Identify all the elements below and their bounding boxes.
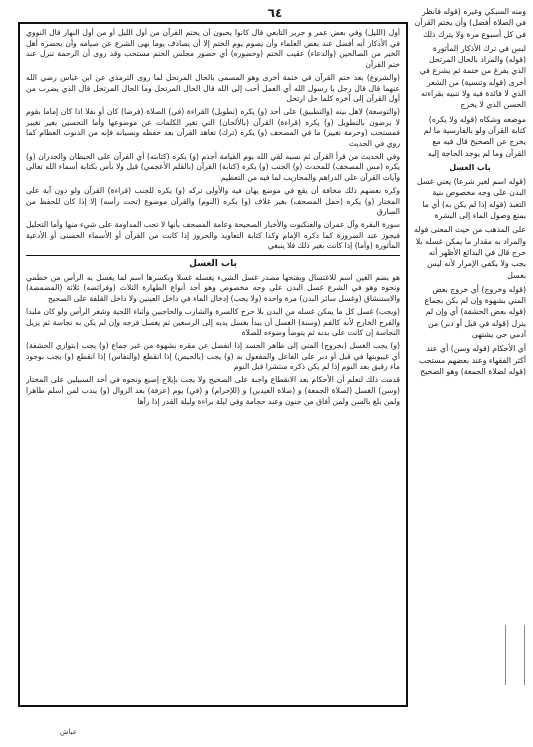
main-paragraph: (و) يجب الغسل (بخروج) المني إلى ظاهر الجسد إذا انفصل عن مقره بشهوة من غير جماع (و) يجب (بتواري الحشفة) أي غيبوبتها في قبل أو دبر على الفاعل والمفعول به (و) يجب (بالحيض) إذا انقطع (والنفاس) إذا انقطع (و) يجب بوجود ماء رقيق بعد النوم إذا لم يكن ذكره منتشرا قبل النوم [26, 340, 400, 372]
main-paragraph: وفي الحديث من قرأ القرآن ثم نسيه لقي الله يوم القيامة أجذم (و) يكره (كتابته) أي القرآن على الحيطان والجدران (و) يكره (مس المصحف) للمحدث (و) الجنب (و) يكره (كتابة) القرآن (بالقلم الأعجمي) قيل ولا بأس بكتابة أسماء الله تعالى وآيات القرآن على الدراهم والمحاريب لما فيه من التعظيم [26, 151, 400, 183]
main-paragraph: (والشروع) بعد ختم القرآن في ختمة أخرى وهو المسمى بالحال المرتحل لما روى الترمذي عن ابن عباس رضي الله عنهما قال قال رجل يا رسول الله أي العمل أحب إلى الله قال الحال المرتحل وما الحال المرتحل قال الذي يضرب من أول القرآن إلى آخره كلما حل ارتحل [26, 72, 400, 104]
side-paragraph: على المذهب من حيث المعنى قوله والمراد به مقدار ما يمكن غسله بلا حرج قال في البدائع الأظهر أنه يجب ولا يكفي الإمرار لأنه ليس بغسل [414, 225, 526, 280]
main-paragraph: أول (الليل) وفي بعض عمر و جرير التابعي قال كانوا يحبون أن يختم القرآن من أول الليل أو من أول النهار قال النووي في الأذكار أنه أفضل عند بعض العلماء وأن يصوم يوم الختم إلا أن يصادف يوما نهى الشرع عن صيامه وأن يحضره أهل الخير من الصالحين (والدعاء) عقيب الختم (وحضوره) أي حضور مجلس الختم مستحب وقد روى أن الرحمة تنزل عند ختم القرآن [26, 28, 400, 70]
side-paragraph: (قوله وخروج) أي خروج بعض المني بشهوة وإن لم يكن بجماع (قوله بعض الحشفة) أي وإن لم ينزل (قوله في قبل أو دبر) من آدمي حي يشتهى [424, 284, 526, 340]
page-number: ٦٤ [267, 6, 283, 20]
main-paragraph: هو بضم الغين اسم للاغتسال وبفتحها مصدر غسل الشيء يغسله غسلا وبكسرها اسم لما يغسل به الرأس من خطمي ونحوه وهو في الشرع غسل البدن على وجه مخصوص وهو أحد أنواع الطهارة الثلاث (وفرائضه) ثلاثة (المضمضة) والاستنشاق (وغسل سائر البدن) مرة واحدة (ولا يجب) إدخال الماء في داخل العينين ولا داخل القلفة على الصحيح [26, 272, 400, 304]
section-divider [26, 255, 400, 256]
main-paragraph: وكره بعضهم ذلك مخافة أن يقع في موضع يهان فيه والأولى تركه (و) يكره للجنب (قراءة) القرآن ولو دون آية على المختار (و) يكره (حمل المصحف) بغير غلاف (و) يكره (النوم) والقرآن موضوع (تحت رأسه) إلا إذا كان للحفظ من السارق [26, 185, 400, 217]
main-paragraph: سورة البقرة وآل عمران والعنكبوت والأخبار الصحيحة وعامة المصحف بأنها لا تحب المداومة على شيء منها وأما التحليل فيجوز عند الضرورة كما ذكره الإمام وكذا كتابة التعاويذ والحروز إذا كانت من القرآن أو الأسماء الحسنى أو الأدعية المأثورة (وأما) إذا كانت بغير ذلك فلا ينبغي [26, 219, 400, 251]
section-heading: باب الغسل [189, 259, 237, 270]
main-paragraph: (والتوسعة) لاهل بيته (والتطبيق) على أحد (و) يكره (تطويل) القراءة (في) الصلاة (فرضا) كان أو نفلا اذا كان إماما بقوم لا يرضون بالتطويل (و) يكره (قراءة) القرآن (بالألحان) التي تغير الكلمات عن موضوعها وأما التحسين بغير تغيير فمستحب (وحرمة تغيير) ما في المصحف (و) يكره (ترك) تعاهد القرآن بعد حفظه ونسيانه فإنه من الذنوب العظام كما روي في الحديث [26, 106, 400, 149]
main-paragraph: قدمت ذلك لتعلم أن الأحكام بعد الانقطاع واجبة على الصحيح ولا يجب بإيلاج إصبع ونحوه في أحد السبيلين على المختار (وسن) الغسل (لصلاة الجمعة) و (صلاة العيدين) و (للإحرام) و (في) يوم (عرفة) بعد الزوال (و) يندب لمن أسلم طاهرا ولمن بلغ بالسن ولمن أفاق من جنون وعند حجامة وفي ليلة براءة وليلة القدر إذا رآها [26, 375, 400, 406]
main-text-block [26, 28, 400, 700]
side-paragraph: أي الأحكام (قوله وسن) أي عند أكثر الفقهاء وعند بعضهم مستحب (قوله لصلاة الجمعة) وهو الصحيح [418, 344, 526, 376]
main-paragraph: (ويجب) غسل كل ما يمكن غسله من البدن بلا حرج كالسرة والشارب والحاجبين وأثناء اللحية وشعر الرأس ولو كان ملبدا والفرج الخارج لأنه كالفم (وسنة) الغسل أن يبدأ بغسل يديه إلى الرسغين ثم يغسل فرجه وإن لم يكن به نجاسة ثم يزيل النجاسة إن كانت على بدنه ثم يتوضأ وضوءه للصلاة [26, 306, 400, 338]
corner-note: عياش [60, 728, 77, 736]
side-paragraph: موضعه وشكاه (قوله ولا يكره) كتابة القرآن ولو بالفارسية ما لم يخرج عن الصحيح قال فيه مع القرآن وما لم يوجد الحاجة إليه [423, 114, 526, 158]
side-paragraph: ليس في ترك الأذكار المأثورة (قوله) والمراد بالحال المرتحل الذي يفرغ من ختمة ثم يشرع في أخرى (قوله وتنسية) من الشعر الذي لا فائدة فيه ولا تنبيه بقراءته الحسن الذي لا يخرج [419, 43, 526, 110]
side-paragraph: (قوله اسم لغير شرعا) يعني غسل البدن على وجه مخصوص بنية التعبد (قوله إذا لم يكن به) أي ما يمنع وصول الماء إلى البشرة [416, 177, 526, 221]
margin-stamp-mark [505, 625, 525, 685]
side-paragraph: ومنه السبكي وغيره (قوله فانظر في الصلاة أفضل) وأن يختم القرآن في كل أسبوع مرة ولا يترك ذلك [414, 7, 526, 39]
side-section-heading: باب الغسل [449, 162, 491, 172]
marginal-commentary [414, 6, 526, 706]
